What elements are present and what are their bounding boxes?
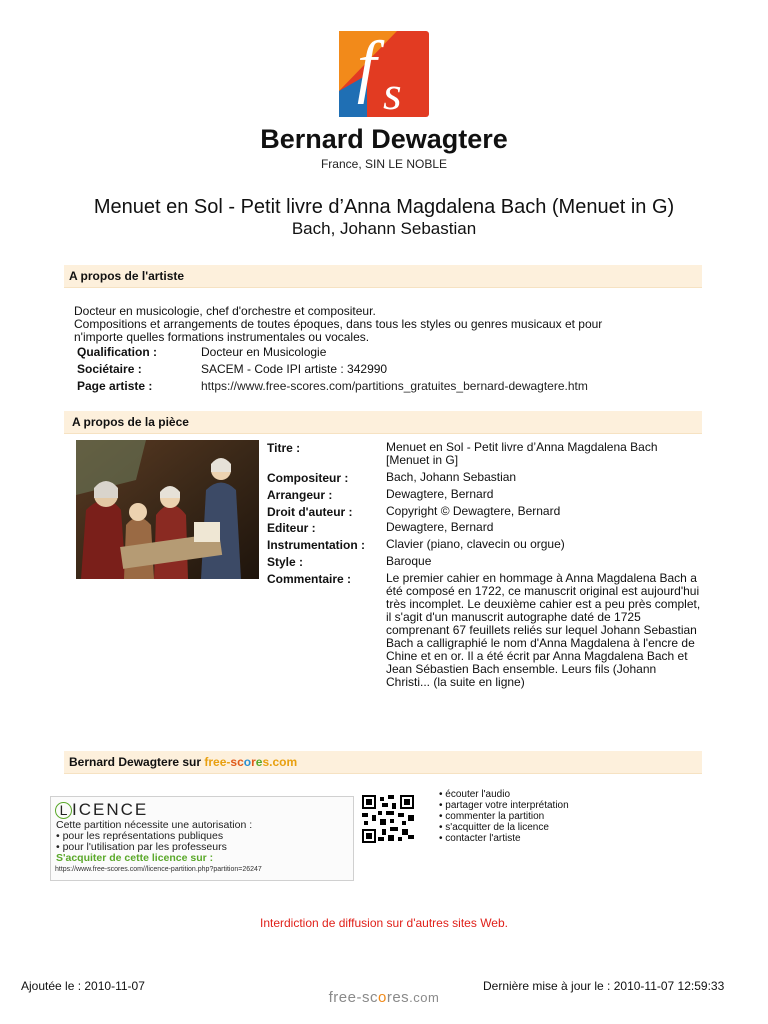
licence-text: • pour l'utilisation par les professeurs: [56, 841, 227, 853]
free-scores-link[interactable]: free-scores.com: [204, 755, 298, 769]
free-scores-logo: [339, 31, 429, 117]
bach-family-portrait-image: [76, 440, 259, 579]
licence-url[interactable]: https://www.free-scores.com//licence-partition.php?partition=26247: [55, 866, 262, 873]
added-date: Ajoutée le : 2010-11-07: [21, 979, 145, 993]
licence-title: L ICENCE: [55, 800, 148, 820]
commentaire-label: Commentaire :: [267, 572, 352, 586]
qualification-label: Qualification :: [77, 345, 158, 359]
titre-label: Titre :: [267, 441, 301, 455]
instrumentation-label: Instrumentation :: [267, 538, 365, 552]
artist-bio-line: n'importe quelles formations instrumentales ou vocales.: [74, 330, 370, 344]
section-header-free-scores: Bernard Dewagtere sur free-scores.com: [64, 751, 702, 774]
arrangeur-value: Dewagtere, Bernard: [386, 487, 494, 501]
licence-box: [50, 796, 354, 881]
piece-composer: Bach, Johann Sebastian: [291, 219, 477, 238]
arrangeur-label: Arrangeur :: [267, 488, 333, 502]
editeur-label: Editeur :: [267, 521, 316, 535]
section-header-about-artist: A propos de l'artiste: [64, 265, 702, 288]
piece-title: Menuet en Sol - Petit livre d’Anna Magdalena Bach (Menuet in G): [93, 196, 675, 218]
composer-location: France, SIN LE NOBLE: [320, 157, 448, 171]
qualification-value: Docteur en Musicologie: [201, 345, 327, 359]
licence-text: Cette partition nécessite une autorisation :: [56, 819, 253, 831]
droit-auteur-label: Droit d'auteur :: [267, 505, 353, 519]
action-list: [439, 789, 569, 844]
action-pay-licence[interactable]: • s'acquitter de la licence: [439, 822, 549, 833]
style-label: Style :: [267, 555, 304, 569]
instrumentation-value: Clavier (piano, clavecin ou orgue): [386, 537, 565, 551]
artist-bio-line: Docteur en musicologie, chef d'orchestre et compositeur.: [74, 304, 376, 318]
artist-page-link[interactable]: https://www.free-scores.com/partitions_gratuites_bernard-dewagtere.htm: [201, 379, 588, 393]
licence-cta: S'acquiter de cette licence sur :: [56, 852, 214, 864]
action-share-interpretation[interactable]: • partager votre interprétation: [439, 800, 569, 811]
section-header-about-piece: A propos de la pièce: [64, 411, 702, 434]
artist-bio-line: Compositions et arrangements de toutes époques, dans tous les styles ou genres musicaux et pour: [74, 317, 603, 331]
qr-code-image[interactable]: [362, 795, 414, 843]
action-contact-artist[interactable]: • contacter l'artiste: [439, 833, 521, 844]
distribution-prohibition-notice: Interdiction de diffusion sur d'autres sites Web.: [260, 916, 508, 930]
compositeur-value: Bach, Johann Sebastian: [386, 470, 517, 484]
editeur-value: Dewagtere, Bernard: [386, 520, 494, 534]
titre-value: Menuet en Sol - Petit livre d’Anna Magdalena Bach [Menuet in G]: [386, 440, 658, 467]
style-value: Baroque: [386, 554, 432, 568]
artist-bio: [74, 305, 602, 344]
artist-page-label: Page artiste :: [77, 379, 153, 393]
droit-auteur-value: Copyright © Dewagtere, Bernard: [386, 504, 561, 518]
commentaire-value: Le premier cahier en hommage à Anna Magdalena Bach a été composé en 1722, ce manuscrit original est aujourd'hui très incomplet. Le deuxième cahier est a peu près complet, il s'agit d'un manuscrit autographe daté de 1725 comprenant 67 feuillets reliés sur lequel Johann Sebastian Bach a calligraphié le nom d'Anna Magdalena à l'encre de Chine et en or. Il a été écrit par Anna Magdalena Bach et Jean Sébastien Bach ensemble. Leurs fils (Johann Christi... (la suite en ligne): [386, 571, 701, 689]
svg-text:s: s: [383, 67, 402, 117]
licence-text: • pour les représentations publiques: [56, 830, 224, 842]
svg-text:f: f: [357, 31, 377, 105]
action-comment-score[interactable]: • commenter la partition: [439, 811, 545, 822]
societaire-label: Sociétaire :: [77, 362, 142, 376]
composer-name: Bernard Dewagtere: [260, 124, 508, 154]
action-listen-audio[interactable]: • écouter l'audio: [439, 789, 511, 800]
updated-date: Dernière mise à jour le : 2010-11-07 12:59:33: [483, 979, 725, 993]
footer-logo: free-scores.com: [328, 989, 440, 1006]
societaire-value: SACEM - Code IPI artiste : 342990: [201, 362, 388, 376]
compositeur-label: Compositeur :: [267, 471, 349, 485]
